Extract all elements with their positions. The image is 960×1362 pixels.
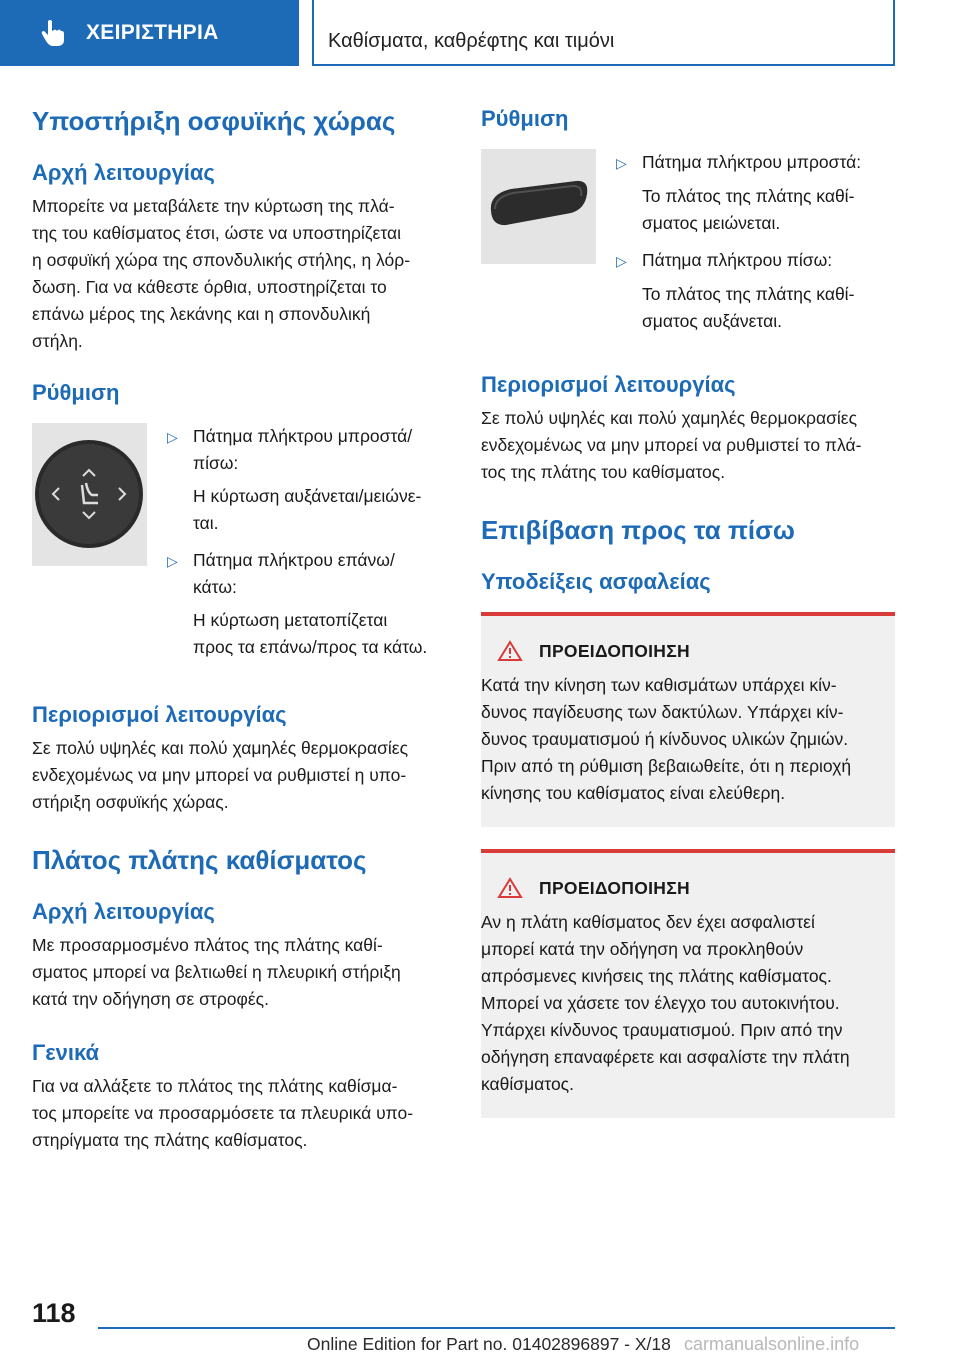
step-result: Το πλάτος της πλάτης καθί- σματος μειώνεται. [642,186,855,233]
width-adjust-heading: Ρύθμιση [481,106,569,131]
width-steps [616,149,895,345]
warning-text: Κατά την κίνηση των καθισμάτων υπάρχει κίν- δυνος παγίδευσης των δακτύλων. Υπάρχει κίν- δυνος τραυματισμού ή κίνδυνος υλικών ζημιών. Πριν από τη ρύθμιση βεβαιωθείτε, ότι η περιοχή κίνησης του καθίσματος είναι ελεύθερη. [481,675,852,803]
list-item: ▷ Πάτημα πλήκτρου μπροστά: [616,149,895,177]
width-limits-text: Σε πολύ υψηλές και πολύ χαμηλές θερμοκρασίες ενδεχομένως να μην μπορεί να ρυθμιστεί το πλά- τος της πλάτης του καθίσματος. [481,408,862,482]
triangle-right-icon: ▷ [167,553,178,569]
left-column [32,100,450,1154]
lumbar-adjust-heading: Ρύθμιση [32,380,120,405]
triangle-right-icon: ▷ [616,253,627,269]
width-principle-text: Με προσαρμοσμένο πλάτος της πλάτης καθί- σματος μπορεί να βελτιωθεί η πλευρική στήριξη κατά την οδήγηση σε στροφές. [32,935,401,1009]
warning-title: ΠΡΟΕΙΔΟΠΟΙΗΣΗ [539,877,690,898]
warning-text: Αν η πλάτη καθίσματος δεν έχει ασφαλιστεί μπορεί κατά την οδήγηση να προκληθούν απρόσμενες κινήσεις της πλάτης καθίσματος. Μπορεί να χάσετε τον έλεγχο του αυτοκινήτου. Υπάρχει κίνδυνος τραυματισμού. Πριν από την οδήγηση επαναφέρετε και ασφαλίστε την πλάτη καθίσματος. [481,912,850,1094]
width-principle-heading: Αρχή λειτουργίας [32,899,215,924]
lumbar-control-image [32,423,147,566]
edition-note: Online Edition for Part no. 01402896897 - X/18 [307,1334,671,1354]
lumbar-limits-text: Σε πολύ υψηλές και πολύ χαμηλές θερμοκρασίες ενδεχομένως να μην μπορεί να ρυθμιστεί η υπο- στήριξη οσφυϊκής χώρας. [32,738,409,812]
footer-divider [98,1327,895,1329]
chapter-header [312,0,895,66]
warning-triangle-icon [497,640,523,662]
rear-entry-title: Επιβίβαση προς τα πίσω [481,515,795,545]
right-column [481,100,895,1118]
header-section-tab [0,0,299,66]
width-adjust-block [481,149,895,345]
warning-box [481,612,895,827]
lumbar-title: Υποστήριξη οσφυϊκής χώρας [32,106,396,136]
warning-title: ΠΡΟΕΙΔΟΠΟΙΗΣΗ [539,640,690,661]
width-switch-image [481,149,596,264]
lumbar-principle-heading: Αρχή λειτουργίας [32,160,215,185]
triangle-right-icon: ▷ [616,155,627,171]
warning-box [481,849,895,1118]
page-number: 118 [32,1298,76,1328]
list-item: ▷ Πάτημα πλήκτρου επάνω/ κάτω: [167,547,450,601]
triangle-right-icon: ▷ [167,429,178,445]
step-result: Η κύρτωση αυξάνεται/μειώνε- ται. [193,486,422,533]
width-limits-heading: Περιορισμοί λειτουργίας [481,372,736,397]
warning-triangle-icon [497,877,523,899]
hand-pointer-icon [38,18,68,48]
width-title: Πλάτος πλάτης καθίσματος [32,845,367,875]
lumbar-steps [167,423,450,671]
step-result: Το πλάτος της πλάτης καθί- σματος αυξάνεται. [642,284,855,331]
lumbar-adjust-block [32,423,450,671]
safety-heading: Υποδείξεις ασφαλείας [481,569,711,594]
width-general-heading: Γενικά [32,1040,100,1065]
chapter-title: Καθίσματα, καθρέφτης και τιμόνι [328,30,615,52]
list-item: ▷ Πάτημα πλήκτρου πίσω: [616,247,895,275]
list-item: ▷ Πάτημα πλήκτρου μπροστά/ πίσω: [167,423,450,477]
step-result: Η κύρτωση μετατοπίζεται προς τα επάνω/προς τα κάτω. [193,610,428,657]
lumbar-principle-text: Μπορείτε να μεταβάλετε την κύρτωση της πλά- της του καθίσματος έτσι, ώστε να υποστηρίζεται η οσφυϊκή χώρα της σπονδυλικής στήλης, η λόρ- δωση. Για να κάθεστε όρθια, υποστηρίζεται το επάνω μέρος της λεκάνης και η σπονδυλική στήλη. [32,196,411,351]
section-label: ΧΕΙΡΙΣΤΗΡΙΑ [86,21,219,44]
lumbar-limits-heading: Περιορισμοί λειτουργίας [32,702,287,727]
watermark: carmanualsonline.info [684,1334,860,1354]
width-general-text: Για να αλλάξετε το πλάτος της πλάτης καθίσμα- τος μπορείτε να προσαρμόσετε τα πλευρικά υπο- στηρίγματα της πλάτης καθίσματος. [32,1076,414,1150]
